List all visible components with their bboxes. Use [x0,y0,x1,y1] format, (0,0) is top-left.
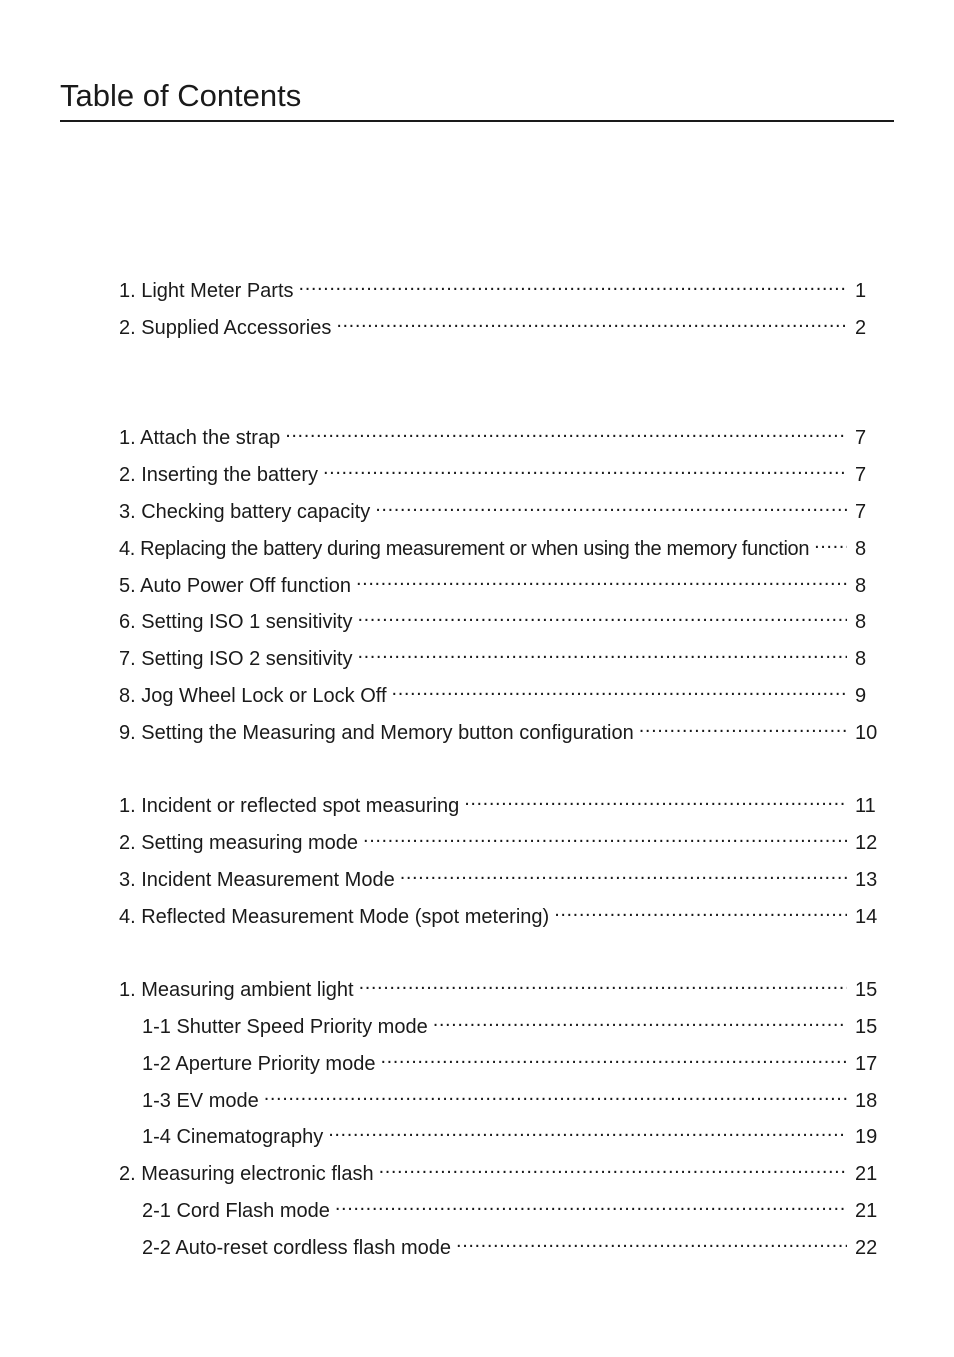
toc-entry-label: 2. Measuring electronic flash [119,1163,374,1185]
toc-entry-page: 14 [855,906,878,928]
dot-leader [359,970,847,996]
dot-leader [400,860,847,886]
toc-entry-label: 1. Attach the strap [119,427,281,449]
toc-entry-replacing-battery[interactable] [119,529,889,560]
toc-entry-page: 21 [855,1200,878,1222]
toc-entry-label: 4. Reflected Measurement Mode (spot metering) [119,906,550,928]
toc-entry-page: 17 [855,1053,878,1075]
toc-entry-page: 7 [855,464,867,486]
toc-entry-electronic-flash[interactable] [119,1154,889,1185]
dot-leader [299,271,847,297]
toc-entry-label: 9. Setting the Measuring and Memory button configuration [119,722,634,744]
toc-entry-label: 6. Setting ISO 1 sensitivity [119,611,353,633]
toc-entry-auto-power-off[interactable] [119,566,889,597]
toc-entry-aperture-priority[interactable] [142,1044,889,1075]
dot-leader [264,1081,847,1107]
toc-entry-reflected-mode[interactable] [119,897,889,928]
toc-entry-label: 2. Inserting the battery [119,464,319,486]
toc-entry-page: 12 [855,832,878,854]
dot-leader [335,1191,847,1217]
toc-entry-page: 7 [855,427,867,449]
toc-entry-page: 8 [855,575,867,597]
toc-entry-label: 2-1 Cord Flash mode [142,1200,330,1222]
toc-entry-measuring-mode[interactable] [119,823,889,854]
dot-leader [375,492,847,518]
toc-entry-inserting-battery[interactable] [119,455,889,486]
toc-entry-incident-reflected[interactable] [119,786,889,817]
toc-entry-page: 21 [855,1163,878,1185]
toc-entry-checking-battery[interactable] [119,492,889,523]
dot-leader [456,1228,847,1254]
toc-entry-supplied-accessories[interactable] [119,308,889,339]
toc-entry-jog-wheel[interactable] [119,676,889,707]
toc-entry-page: 11 [855,795,876,817]
toc-entry-label: 8. Jog Wheel Lock or Lock Off [119,685,387,707]
dot-leader [357,602,847,628]
dot-leader [285,418,847,444]
toc-entry-label: 1-3 EV mode [142,1090,259,1112]
dot-leader [328,1117,847,1143]
toc-entry-page: 1 [855,280,867,302]
toc-entry-label: 2-2 Auto-reset cordless flash mode [142,1237,452,1259]
toc-entry-page: 22 [855,1237,878,1259]
toc-entry-page: 13 [855,869,878,891]
toc-entry-iso2[interactable] [119,639,889,670]
dot-leader [392,676,847,702]
toc-entry-label: 2. Setting measuring mode [119,832,359,854]
toc-entry-label: 5. Auto Power Off function [119,575,351,597]
dot-leader [323,455,847,481]
toc-entry-page: 15 [855,979,878,1001]
dot-leader [464,786,847,812]
toc-entry-attach-strap[interactable] [119,418,889,449]
title-divider [60,120,894,122]
dot-leader [554,897,847,923]
toc-entry-page: 18 [855,1090,878,1112]
dot-leader [379,1154,847,1180]
toc-entry-page: 19 [855,1126,878,1148]
page-title: Table of Contents [60,78,302,113]
toc-entry-label: 1. Light Meter Parts [119,280,294,302]
toc-entry-label: 2. Supplied Accessories [119,317,332,339]
toc-entry-label: 1-2 Aperture Priority mode [142,1053,376,1075]
toc-entry-light-meter-parts[interactable] [119,271,889,302]
toc-entry-iso1[interactable] [119,602,889,633]
toc-entry-page: 9 [855,685,867,707]
toc-entry-label: 3. Checking battery capacity [119,501,371,523]
toc-entry-page: 10 [855,722,878,744]
dot-leader [380,1044,847,1070]
toc-entry-cinematography[interactable] [142,1117,889,1148]
toc-entry-page: 8 [855,538,867,560]
dot-leader [639,713,847,739]
toc-entry-label: 1-4 Cinematography [142,1126,324,1148]
dot-leader [433,1007,847,1033]
toc-entry-label: 3. Incident Measurement Mode [119,869,395,891]
dot-leader [363,823,847,849]
toc-entry-ambient-light[interactable] [119,970,889,1001]
toc-entry-page: 8 [855,611,867,633]
dot-leader [814,529,847,555]
toc-entry-page: 15 [855,1016,878,1038]
dot-leader [356,566,847,592]
toc-entry-label: 7. Setting ISO 2 sensitivity [119,648,353,670]
toc-entry-label: 4. Replacing the battery during measurement or when using the memory function [119,538,810,560]
dot-leader [357,639,847,665]
dot-leader [336,308,847,334]
toc-entry-incident-mode[interactable] [119,860,889,891]
toc-entry-ev-mode[interactable] [142,1081,889,1112]
toc-entry-page: 2 [855,317,867,339]
toc-entry-cordless-flash[interactable] [142,1228,889,1259]
toc-entry-shutter-priority[interactable] [142,1007,889,1038]
toc-entry-label: 1. Measuring ambient light [119,979,354,1001]
toc-entry-cord-flash[interactable] [142,1191,889,1222]
toc-entry-page: 8 [855,648,867,670]
toc-entry-button-config[interactable] [119,713,889,744]
toc-entry-label: 1. Incident or reflected spot measuring [119,795,460,817]
toc-entry-page: 7 [855,501,867,523]
toc-entry-label: 1-1 Shutter Speed Priority mode [142,1016,428,1038]
